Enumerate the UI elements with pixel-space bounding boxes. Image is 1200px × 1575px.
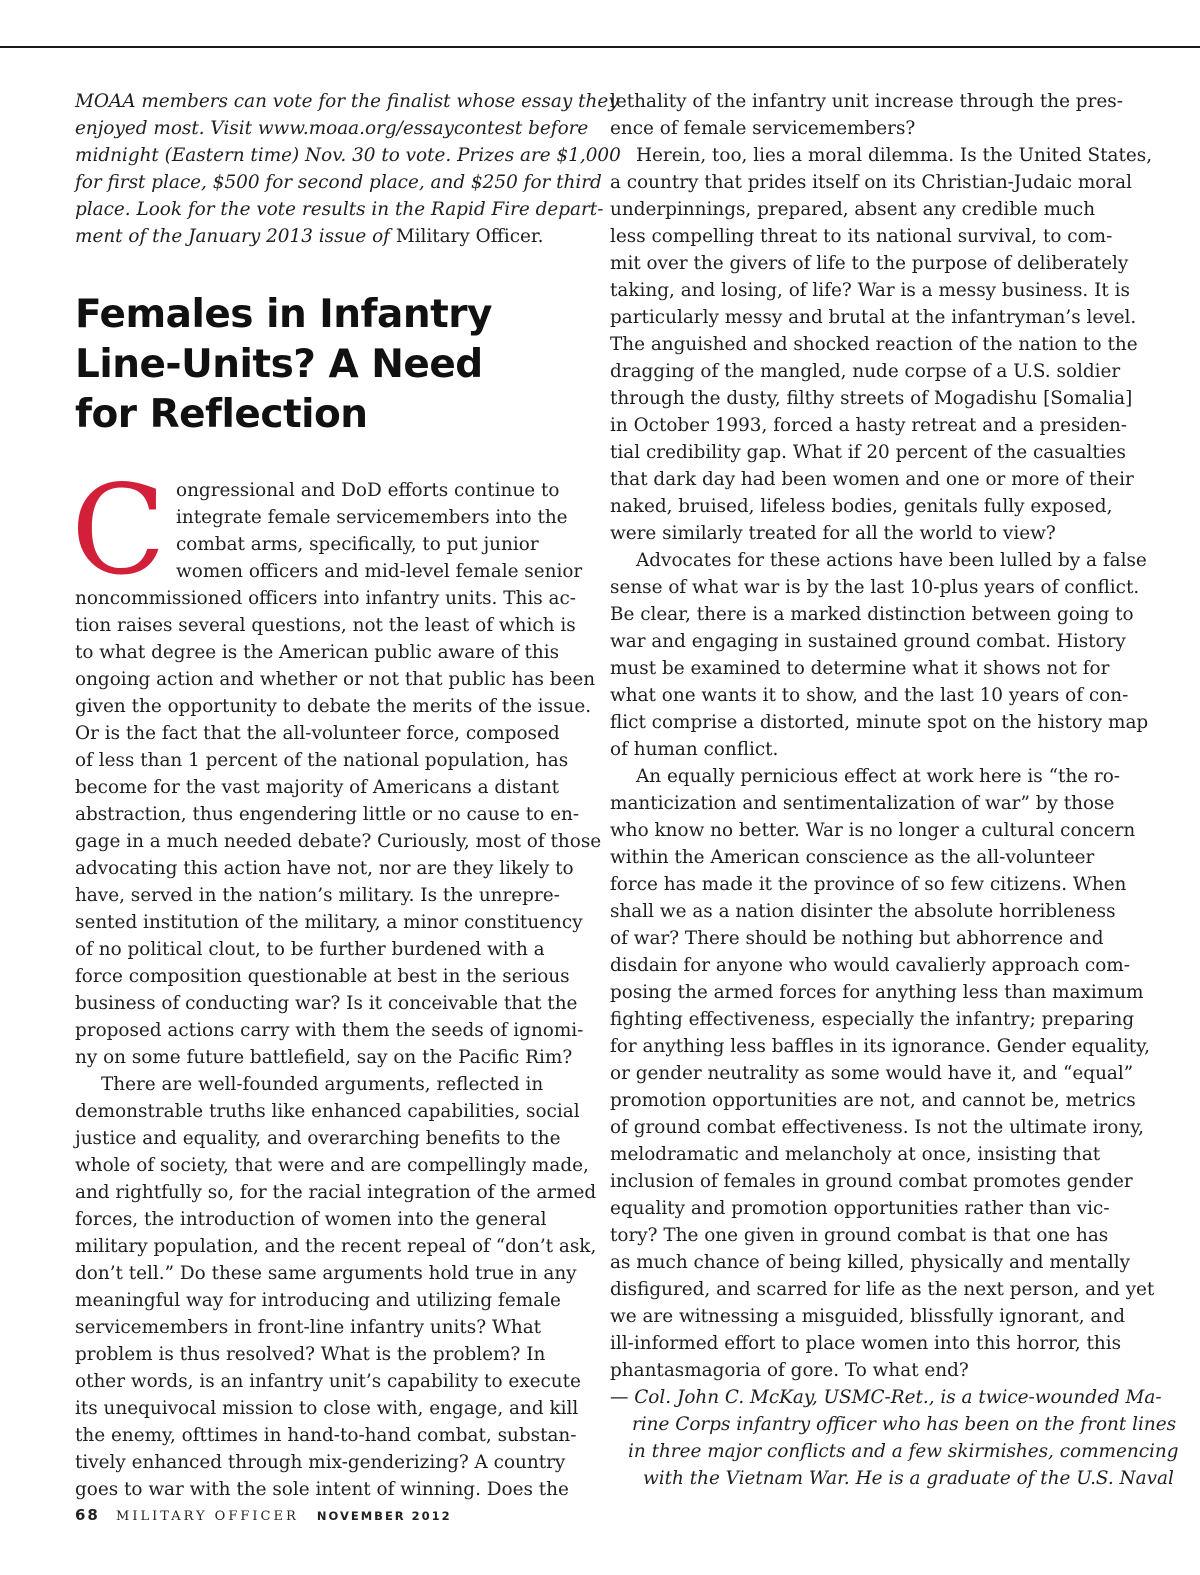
body-line: business of conducting war? Is it conceivable that the (75, 993, 578, 1014)
body-line: of human conflict. (610, 739, 779, 760)
top-rule (0, 46, 1200, 48)
intro-line: place. Look for the vote results in the Rapid Fire depart- (75, 199, 604, 220)
body-line: as much chance of being killed, physically and mentally (610, 1252, 1131, 1273)
body-line: whole of society, that were and are compellingly made, (75, 1155, 589, 1176)
body-line: servicemembers in front-line infantry units? What (75, 1317, 542, 1338)
body-line: phantasmagoria of gore. To what end? (610, 1360, 969, 1381)
magazine-name: Military Officer. (395, 226, 544, 247)
body-line: promotion opportunities are not, and cannot be, metrics (610, 1090, 1136, 1111)
body-line: a country that prides itself on its Christian-Judaic moral (610, 172, 1133, 193)
body-line: don’t tell.” Do these same arguments hold true in any (75, 1263, 577, 1284)
headline-line: for Reflection (75, 392, 368, 437)
body-line: gage in a much needed debate? Curiously, most of those (75, 831, 602, 852)
body-line: mit over the givers of life to the purpose of deliberately (610, 253, 1129, 274)
intro-line: midnight (Eastern time) Nov. 30 to vote. Prizes are $1,000 (75, 145, 621, 166)
body-line: tion raises several questions, not the least of which is (75, 615, 576, 636)
bio-line: in three major conflicts and a few skirmishes, commencing (628, 1441, 1179, 1462)
headline-line: Females in Infantry (75, 292, 492, 337)
body-line: shall we as a nation disinter the absolute horribleness (610, 901, 1116, 922)
body-line: who know no better. War is no longer a cultural concern (610, 820, 1136, 841)
body-line: taking, and losing, of life? War is a messy business. It is (610, 280, 1130, 301)
body-line: of less than 1 percent of the national population, has (75, 750, 569, 771)
body-line: equality and promotion opportunities rather than vic- (610, 1198, 1110, 1219)
body-line: what one wants it to show, and the last 10 years of con- (610, 685, 1129, 706)
body-line: particularly messy and brutal at the infantryman’s level. (610, 307, 1137, 328)
body-line: manticization and sentimentalization of war” by those (610, 793, 1115, 814)
body-line: were similarly treated for all the world to view? (610, 523, 1056, 544)
page-number: 68 (75, 1506, 100, 1524)
article-headline (75, 290, 587, 440)
body-line: Herein, too, lies a moral dilemma. Is the United States, (636, 145, 1153, 166)
body-line: less compelling threat to its national survival, to com- (610, 226, 1113, 247)
body-line: justice and equality, and overarching benefits to the (75, 1128, 561, 1149)
intro-last-italic: ment of the January 2013 issue of (75, 226, 396, 247)
body-line: goes to war with the sole intent of winning. Does the (75, 1479, 569, 1500)
body-line: of war? There should be nothing but abhorrence and (610, 928, 1104, 949)
body-line: underpinnings, prepared, absent any credible much (610, 199, 1096, 220)
body-line: fighting effectiveness, especially the infantry; preparing (610, 1009, 1135, 1030)
body-line: forces, the introduction of women into the general (75, 1209, 547, 1230)
page-footer (75, 1506, 452, 1524)
body-line: that dark day had been women and one or more of their (610, 469, 1134, 490)
body-line: within the American conscience as the all-volunteer (610, 847, 1095, 868)
body-line: lethality of the infantry unit increase through the pres- (610, 91, 1123, 112)
body-line: or gender neutrality as some would have it, and “equal” (610, 1063, 1134, 1084)
body-line: have, served in the nation’s military. Is the unrepre- (75, 885, 560, 906)
body-line: war and engaging in sustained ground combat. History (610, 631, 1126, 652)
body-line: of no political clout, to be further burdened with a (75, 939, 545, 960)
body-line: given the opportunity to debate the merits of the issue. (75, 696, 592, 717)
paragraph (610, 142, 1153, 547)
left-column (71, 88, 621, 1503)
body-line: dragging of the mangled, nude corpse of a U.S. soldier (610, 361, 1121, 382)
body-line: force composition questionable at best in the serious (75, 966, 570, 987)
body-line: There are well-founded arguments, reflected in (101, 1074, 544, 1095)
body-line: ongoing action and whether or not that public has been (75, 669, 596, 690)
body-line: An equally pernicious effect at work here is “the ro- (636, 766, 1121, 787)
body-line: sense of what war is by the last 10-plus years of conflict. (610, 577, 1140, 598)
paragraph (75, 585, 602, 1071)
body-line: demonstrable truths like enhanced capabilities, social (75, 1101, 580, 1122)
body-line: ny on some future battlefield, say on the Pacific Rim? (75, 1047, 573, 1068)
body-line: women officers and mid-level female senior (176, 561, 583, 582)
intro-line (75, 223, 587, 250)
intro-line: enjoyed most. Visit www.moaa.org/essaycontest before (75, 118, 589, 139)
body-line: advocating this action have not, nor are they likely to (75, 858, 574, 879)
body-line: melodramatic and melancholy at once, insisting that (610, 1144, 1101, 1165)
body-line: proposed actions carry with them the seeds of ignomi- (75, 1020, 584, 1041)
bio-line: with the Vietnam War. He is a graduate of the U.S. Naval (643, 1468, 1174, 1489)
body-line: integrate female servicemembers into the (176, 507, 568, 528)
bio-line: rine Corps infantry officer who has been on the front lines (632, 1414, 1177, 1435)
body-line: Advocates for these actions have been lulled by a false (636, 550, 1147, 571)
headline-line: Line-Units? A Need (75, 342, 483, 387)
body-line: inclusion of females in ground combat promotes gender (610, 1171, 1133, 1192)
contest-intro (75, 88, 621, 250)
body-line: of ground combat effectiveness. Is not the ultimate irony, (610, 1117, 1144, 1138)
body-line: ongressional and DoD efforts continue to (176, 480, 560, 501)
body-line: and rightfully so, for the racial integration of the armed (75, 1182, 597, 1203)
body-line: combat arms, specifically, to put junior (176, 534, 539, 555)
intro-line: for first place, $500 for second place, and $250 for third (75, 172, 602, 193)
magazine-title: MILITARY OFFICER (116, 1509, 299, 1524)
body-line: in October 1993, forced a hasty retreat and a presiden- (610, 415, 1128, 436)
body-line: to what degree is the American public aware of this (75, 642, 560, 663)
body-line: The anguished and shocked reaction of the nation to the (610, 334, 1138, 355)
body-line: flict comprise a distorted, minute spot on the history map (610, 712, 1149, 733)
body-line: force has made it the province of so few citizens. When (610, 874, 1127, 895)
intro-line: MOAA members can vote for the finalist whose essay they (75, 91, 619, 112)
paragraph (610, 88, 1122, 142)
body-line: we are witnessing a misguided, blissfully ignorant, and (610, 1306, 1126, 1327)
right-column (610, 88, 1179, 1492)
bio-line: — Col. John C. McKay, USMC-Ret., is a twice-wounded Ma- (610, 1387, 1162, 1408)
body-line: the enemy, ofttimes in hand-to-hand combat, substan- (75, 1425, 577, 1446)
body-line: tory? The one given in ground combat is that one has (610, 1225, 1109, 1246)
paragraph (75, 1071, 597, 1503)
body-line: military population, and the recent repeal of “don’t ask, (75, 1236, 597, 1257)
body-line: noncommissioned officers into infantry units. This ac- (75, 588, 576, 609)
body-line: tively enhanced through mix-genderizing? A country (75, 1452, 566, 1473)
body-line: for anything less baffles in its ignorance. Gender equality, (610, 1036, 1150, 1057)
body-line: become for the vast majority of Americans a distant (75, 777, 560, 798)
issue-date: NOVEMBER 2012 (316, 1509, 452, 1523)
body-line: ill-informed effort to place women into this horror, this (610, 1333, 1122, 1354)
body-line: its unequivocal mission to close with, engage, and kill (75, 1398, 579, 1419)
body-line: abstraction, thus engendering little or no cause to en- (75, 804, 580, 825)
author-bio (610, 1384, 1179, 1492)
body-line: posing the armed forces for anything less than maximum (610, 982, 1144, 1003)
body-line: other words, is an infantry unit’s capability to execute (75, 1371, 581, 1392)
body-line: Or is the fact that the all-volunteer force, composed (75, 723, 560, 744)
paragraph (610, 763, 1155, 1384)
drop-cap: C (71, 459, 166, 603)
body-line: naked, bruised, lifeless bodies, genitals fully exposed, (610, 496, 1113, 517)
body-line: sented institution of the military, a minor constituency (75, 912, 583, 933)
body-line: meaningful way for introducing and utilizing female (75, 1290, 561, 1311)
body-line: problem is thus resolved? What is the problem? In (75, 1344, 546, 1365)
body-line: disfigured, and scarred for life as the next person, and yet (610, 1279, 1155, 1300)
paragraph (610, 547, 1149, 763)
body-line: ence of female servicemembers? (610, 118, 916, 139)
body-line: Be clear, there is a marked distinction between going to (610, 604, 1134, 625)
body-line: disdain for anyone who would cavalierly approach com- (610, 955, 1130, 976)
body-line: through the dusty, filthy streets of Mogadishu [Somalia] (610, 388, 1133, 409)
body-line: tial credibility gap. What if 20 percent of the casualties (610, 442, 1126, 463)
body-line: must be examined to determine what it shows not for (610, 658, 1110, 679)
